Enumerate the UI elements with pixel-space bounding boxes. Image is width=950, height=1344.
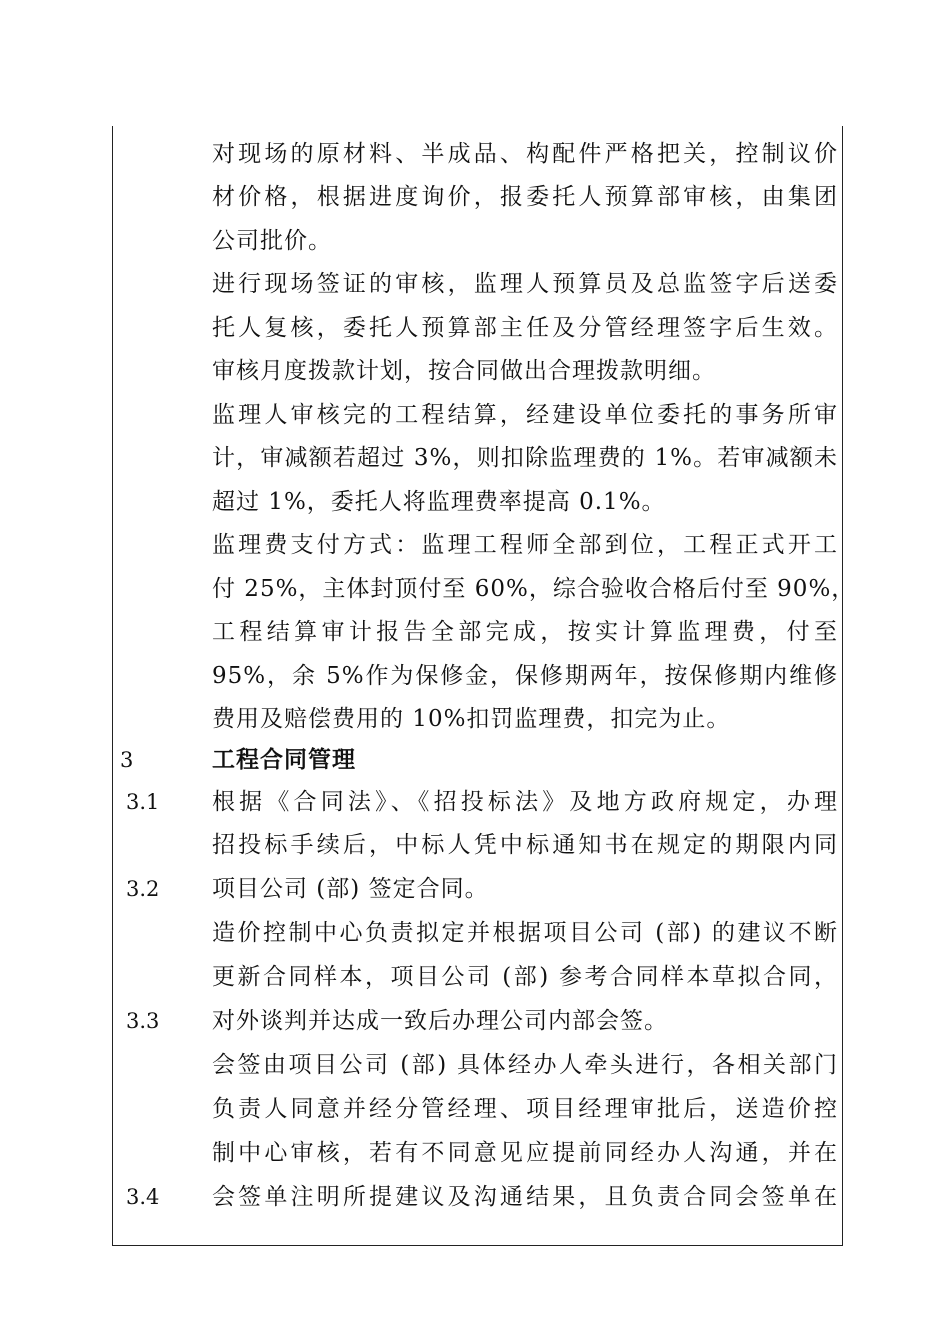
text-line: 工程结算审计报告全部完成，按实计算监理费，付至 (212, 619, 838, 645)
text-line: 超过 1%，委托人将监理费率提高 0.1%。 (212, 489, 666, 515)
section-heading: 工程合同管理 (212, 746, 356, 773)
text-line: 制中心审核，若有不同意见应提前同经办人沟通，并在 (212, 1140, 838, 1166)
text-line: 95%，余 5%作为保修金，保修期两年，按保修期内维修 (212, 663, 838, 689)
text-line: 进行现场签证的审核，监理人预算员及总监签字后送委 (212, 271, 838, 297)
section-number-3-4: 3.4 (126, 1185, 160, 1209)
text-line: 费用及赔偿费用的 10%扣罚监理费，扣完为止。 (212, 706, 731, 732)
text-line: 监理费支付方式：监理工程师全部到位，工程正式开工 (212, 532, 838, 558)
text-line: 付 25%，主体封顶付至 60%，综合验收合格后付至 90%， (212, 576, 856, 602)
text-line: 根据《合同法》、《招投标法》及地方政府规定，办理 (212, 789, 838, 815)
text-line: 招投标手续后，中标人凭中标通知书在规定的期限内同 (212, 832, 838, 858)
text-line: 对现场的原材料、半成品、构配件严格把关，控制议价 (212, 141, 838, 167)
text-line: 会签单注明所提建议及沟通结果，且负责合同会签单在 (212, 1184, 838, 1210)
text-line: 更新合同样本，项目公司 (部) 参考合同样本草拟合同， (212, 964, 838, 990)
text-line: 造价控制中心负责拟定并根据项目公司 (部) 的建议不断 (212, 920, 838, 946)
section-number-3-2: 3.2 (126, 877, 160, 901)
text-line: 会签由项目公司 (部) 具体经办人牵头进行，各相关部门 (212, 1052, 838, 1078)
text-line: 公司批价。 (212, 228, 332, 254)
text-line: 对外谈判并达成一致后办理公司内部会签。 (212, 1008, 668, 1034)
section-number-3-3: 3.3 (126, 1009, 160, 1033)
text-line: 计，审减额若超过 3%，则扣除监理费的 1%。若审减额未 (212, 445, 838, 471)
text-line: 监理人审核完的工程结算，经建设单位委托的事务所审 (212, 402, 838, 428)
text-line: 材价格，根据进度询价，报委托人预算部审核，由集团 (212, 184, 838, 210)
text-line: 托人复核，委托人预算部主任及分管经理签字后生效。 (212, 315, 838, 341)
section-number-3-1: 3.1 (126, 790, 160, 814)
text-line: 审核月度拨款计划，按合同做出合理拨款明细。 (212, 358, 716, 384)
section-number-3: 3 (120, 748, 134, 772)
text-line: 负责人同意并经分管经理、项目经理审批后，送造价控 (212, 1096, 838, 1122)
text-line: 项目公司 (部) 签定合同。 (212, 876, 489, 902)
